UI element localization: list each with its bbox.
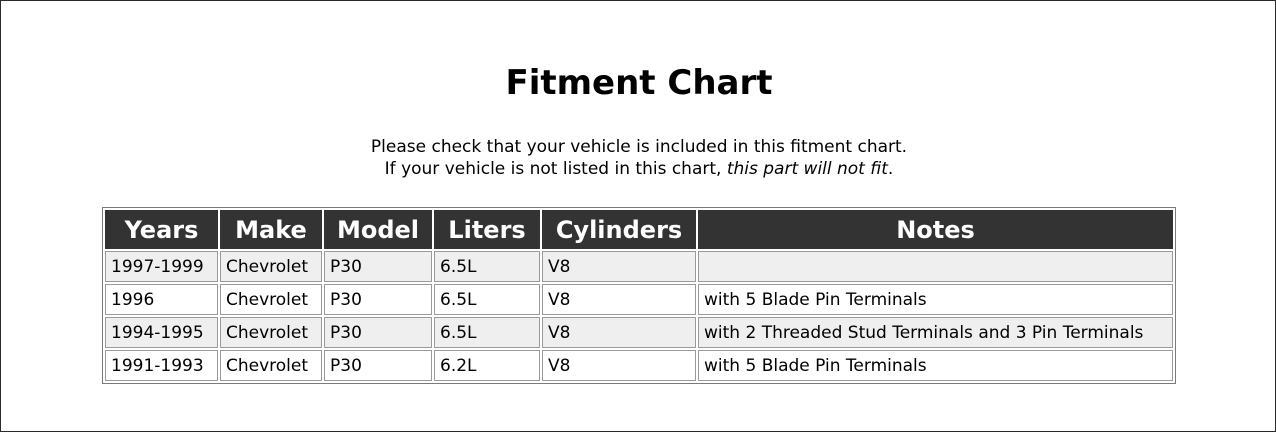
cell-years: 1991-1993 — [105, 350, 218, 381]
column-header-cylinders: Cylinders — [542, 210, 696, 249]
table-row — [105, 350, 1173, 381]
cell-model: P30 — [324, 284, 432, 315]
cell-years: 1996 — [105, 284, 218, 315]
cell-make: Chevrolet — [220, 350, 322, 381]
cell-model: P30 — [324, 251, 432, 282]
cell-years: 1997-1999 — [105, 251, 218, 282]
column-header-years: Years — [105, 210, 218, 249]
column-header-make: Make — [220, 210, 322, 249]
cell-model: P30 — [324, 317, 432, 348]
cell-cylinders: V8 — [542, 251, 696, 282]
cell-liters: 6.5L — [434, 251, 540, 282]
instruction-line-2-text: If your vehicle is not listed in this chart, — [384, 159, 727, 179]
column-header-model: Model — [324, 210, 432, 249]
cell-make: Chevrolet — [220, 317, 322, 348]
cell-notes: with 2 Threaded Stud Terminals and 3 Pin Terminals — [698, 317, 1173, 348]
column-header-notes: Notes — [698, 210, 1173, 249]
cell-liters: 6.5L — [434, 317, 540, 348]
table-row — [105, 317, 1173, 348]
instruction-emphasis: this part will not fit — [726, 159, 888, 179]
cell-cylinders: V8 — [542, 317, 696, 348]
cell-years: 1994-1995 — [105, 317, 218, 348]
cell-notes: with 5 Blade Pin Terminals — [698, 350, 1173, 381]
table-row — [105, 251, 1173, 282]
cell-make: Chevrolet — [220, 251, 322, 282]
cell-notes: with 5 Blade Pin Terminals — [698, 284, 1173, 315]
cell-notes — [698, 251, 1173, 282]
cell-make: Chevrolet — [220, 284, 322, 315]
cell-liters: 6.2L — [434, 350, 540, 381]
instruction-line-2 — [1, 158, 1276, 180]
table-header-row — [105, 210, 1173, 249]
fitment-instructions — [1, 136, 1276, 180]
cell-cylinders: V8 — [542, 350, 696, 381]
cell-model: P30 — [324, 350, 432, 381]
page-title: Fitment Chart — [505, 63, 773, 103]
cell-liters: 6.5L — [434, 284, 540, 315]
fitment-table — [102, 207, 1176, 384]
instruction-line-2-end: . — [887, 159, 894, 179]
column-header-liters: Liters — [434, 210, 540, 249]
cell-cylinders: V8 — [542, 284, 696, 315]
instruction-line-1: Please check that your vehicle is included in this fitment chart. — [370, 137, 908, 157]
table-row — [105, 284, 1173, 315]
